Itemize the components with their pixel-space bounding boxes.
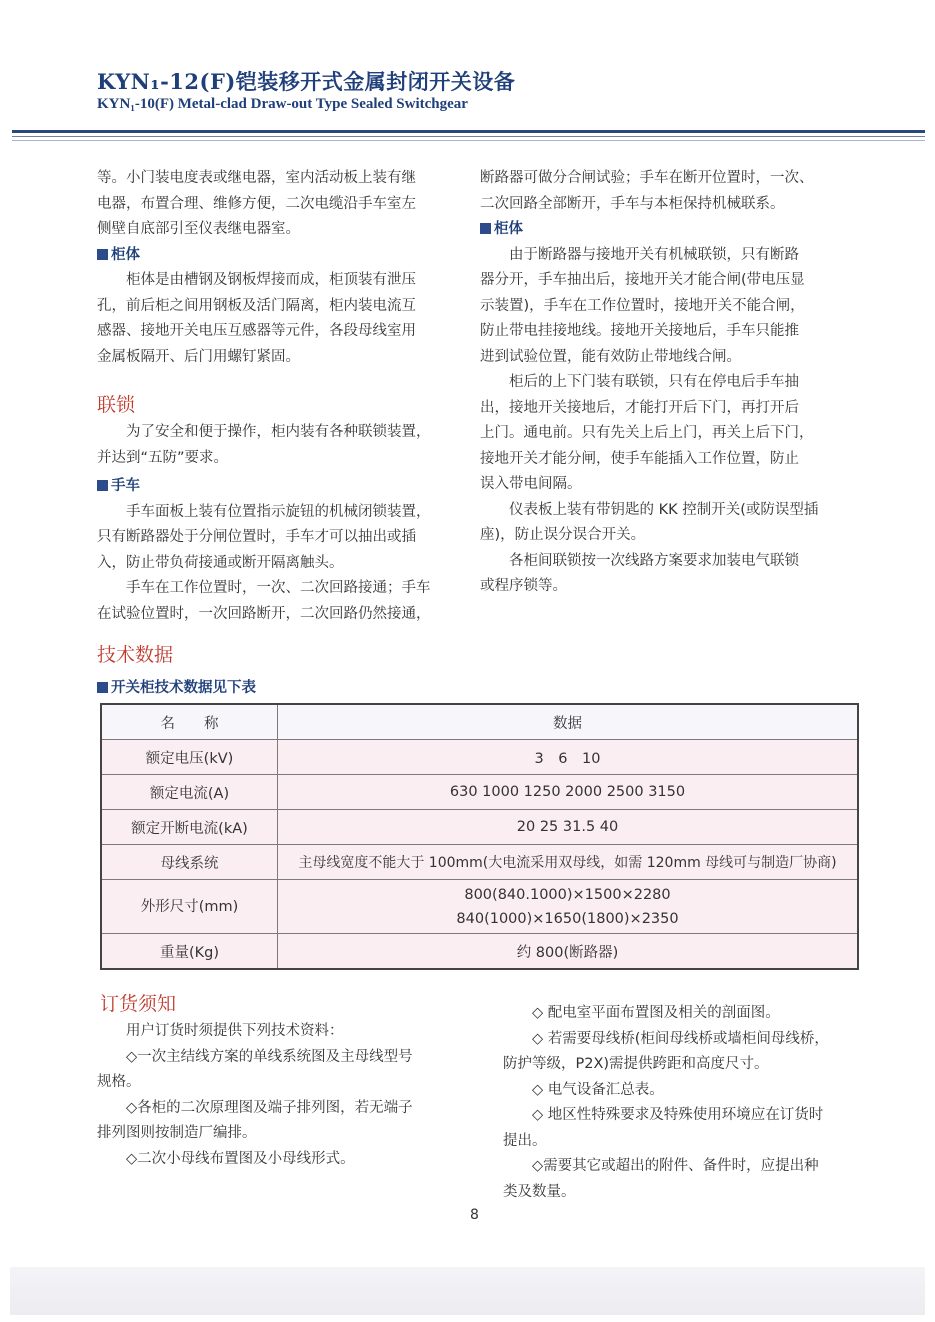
text-line: 手车在工作位置时，一次、二次回路接通；手车: [126, 580, 431, 596]
text-line: 由于断路器与接地开关有机械联锁，只有断路: [509, 246, 799, 263]
table-header-name: 名 称: [101, 704, 278, 740]
text-line: 二次回路全部断开，手车与本柜保持机械联系。: [480, 195, 785, 212]
table-cell-value: [278, 880, 859, 934]
text-line: 仪表板上装有带钥匙的 KK 控制开关(或防误型插: [509, 501, 819, 518]
order-item: ◇ 电气设备汇总表。: [532, 1081, 664, 1098]
text-line: 或程序锁等。: [480, 578, 567, 594]
square-bullet-icon: [480, 223, 491, 234]
table-header-row: [101, 704, 858, 740]
text-line: 接地开关才能分闸，使手车能插入工作位置，防止: [480, 450, 799, 467]
section-heading-order: 订货须知: [100, 993, 177, 1015]
text-line: 手车面板上装有位置指示旋钮的机械闭锁装置，: [126, 503, 431, 520]
text-line: 柜后的上下门装有联锁，只有在停电后手车抽: [509, 374, 799, 390]
text-line: 防止带电挂接地线。接地开关接地后，手车只能推: [480, 323, 799, 339]
table-cell-value: 630 1000 1250 2000 2500 3150: [278, 775, 859, 810]
section-heading-tech: 技术数据: [97, 644, 174, 666]
text-line: 并达到“五防”要求。: [97, 449, 229, 466]
table-cell-value: 主母线宽度不能大于 100mm(大电流采用双母线，如需 120mm 母线可与制造厂协商): [278, 845, 859, 880]
subhead-cabinet-right: 柜体: [480, 217, 818, 243]
table-cell-name: 额定电流(A): [101, 775, 278, 810]
table-cell-name: 母线系统: [101, 845, 278, 880]
right-column-top: [480, 166, 818, 600]
subhead-cabinet: 柜体: [97, 243, 416, 269]
page-title: KYN₁-12(F)铠装移开式金属封闭开关设备: [97, 69, 516, 94]
order-left-column: [97, 1019, 413, 1172]
header-rule-thin: [12, 136, 925, 137]
text-line: 入，防止带负荷接通或断开隔离触头。: [97, 554, 344, 571]
square-bullet-icon: [97, 249, 108, 260]
table-row: [101, 740, 858, 775]
text-line: 断路器可做分合闸试验；手车在断开位置时，一次、: [480, 170, 814, 186]
order-item: ◇ 配电室平面布置图及相关的剖面图。: [532, 1005, 780, 1021]
text-line: 金属板隔开、后门用螺钉紧固。: [97, 348, 300, 365]
order-item: ◇需要其它或超出的附件、备件时，应提出种: [532, 1158, 819, 1174]
text-line: 上门。通电前。只有先关上后上门，再关上后下门，: [480, 425, 814, 441]
order-item-cont: 防护等级，P2X)需提供跨距和高度尺寸。: [503, 1056, 769, 1072]
tech-subheading: 开关柜技术数据见下表: [97, 676, 256, 697]
order-item: ◇ 地区性特殊要求及特殊使用环境应在订货时: [532, 1107, 824, 1123]
order-right-column: [503, 1001, 829, 1205]
square-bullet-icon: [97, 480, 108, 491]
text-line: 感器、接地开关电压互感器等元件，各段母线室用: [97, 323, 416, 339]
table-cell-value: 20 25 31.5 40: [278, 810, 859, 845]
text-line: 器分开，手车抽出后，接地开关才能合闸(带电压显: [480, 272, 805, 288]
page-subtitle-en: KYN₁-10(F) Metal-clad Draw-out Type Sealed Switchgear: [97, 96, 468, 112]
text-line: 孔，前后柜之间用钢板及活门隔离，柜内装电流互: [97, 297, 416, 314]
order-item: ◇ 若需要母线桥(柜间母线桥或墙柜间母线桥，: [532, 1030, 829, 1047]
table-cell-name: 重量(Kg): [101, 934, 278, 970]
text-line: 在试验位置时，一次回路断开，二次回路仍然接通，: [97, 605, 431, 622]
tech-data-table: [100, 703, 859, 970]
square-bullet-icon: [97, 682, 108, 693]
left-column-top: [97, 166, 416, 370]
text-line: 各柜间联锁按一次线路方案要求加装电气联锁: [509, 552, 799, 569]
table-row: [101, 845, 858, 880]
text-line: 电器，布置合理、维修方便，二次电缆沿手车室左: [97, 195, 416, 212]
order-item-cont: 提出。: [503, 1132, 547, 1149]
table-row: [101, 880, 858, 934]
table-row: [101, 934, 858, 970]
table-header-data: 数据: [278, 704, 859, 740]
text-line: 座)，防止误分误合开关。: [480, 527, 646, 543]
section-heading-interlock: 联锁: [97, 394, 136, 416]
order-item: ◇各柜的二次原理图及端子排列图，若无端子: [126, 1099, 413, 1116]
interlock-text: [97, 420, 431, 627]
header-rule: [12, 130, 925, 133]
text-line: 柜体是由槽钢及钢板焊接而成，柜顶装有泄压: [126, 272, 416, 288]
table-row: [101, 810, 858, 845]
dimension-line: 800(840.1000)×1500×2280: [464, 886, 671, 903]
order-item-cont: 排列图则按制造厂编排。: [97, 1125, 257, 1141]
text-line: 用户订货时须提供下列技术资料：: [126, 1023, 344, 1039]
table-cell-name: 额定开断电流(kA): [101, 810, 278, 845]
order-item: ◇一次主结线方案的单线系统图及主母线型号: [126, 1048, 413, 1065]
page-number: 8: [470, 1207, 479, 1223]
footer-band: [10, 1267, 925, 1315]
table-cell-value: 3 6 10: [278, 740, 859, 775]
text-line: 出，接地开关接地后，才能打开后下门，再打开后: [480, 399, 799, 416]
table-row: [101, 775, 858, 810]
table-cell-value: 约 800(断路器): [278, 934, 859, 970]
text-line: 等。小门装电度表或继电器，室内活动板上装有继: [97, 170, 416, 186]
text-line: 只有断路器处于分闸位置时，手车才可以抽出或插: [97, 529, 416, 545]
text-line: 进到试验位置，能有效防止带地线合闸。: [480, 348, 741, 365]
text-line: 为了安全和便于操作，柜内装有各种联锁装置，: [126, 424, 431, 440]
table-cell-name: 额定电压(kV): [101, 740, 278, 775]
table-cell-name: 外形尺寸(mm): [101, 880, 278, 934]
order-item: ◇二次小母线布置图及小母线形式。: [126, 1150, 355, 1167]
dimension-line: 840(1000)×1650(1800)×2350: [456, 910, 679, 927]
header-rule-thin: [12, 140, 925, 141]
order-item-cont: 类及数量。: [503, 1183, 576, 1200]
text-line: 误入带电间隔。: [480, 476, 582, 492]
subhead-trolley: 手车: [97, 474, 431, 500]
order-item-cont: 规格。: [97, 1074, 141, 1090]
text-line: 侧壁自底部引至仪表继电器室。: [97, 221, 300, 237]
text-line: 示装置)，手车在工作位置时，接地开关不能合闸，: [480, 297, 805, 314]
